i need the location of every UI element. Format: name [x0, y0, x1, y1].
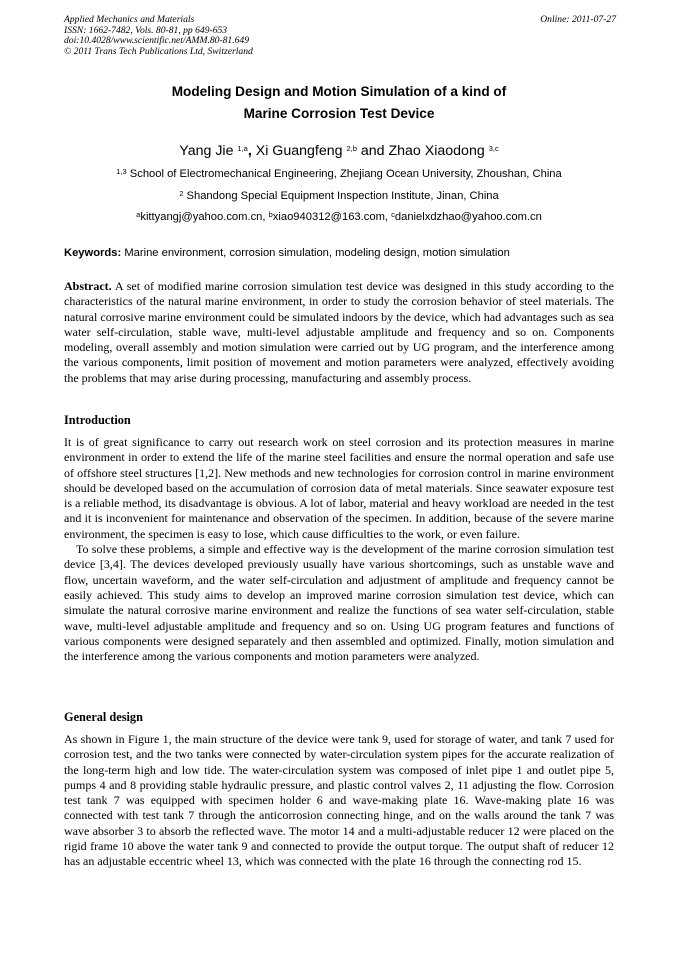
- journal-header: [64, 15, 616, 57]
- author-name: Zhao Xiaodong: [388, 143, 485, 159]
- author-name: Xi Guangfeng: [255, 143, 343, 159]
- abstract-text: A set of modified marine corrosion simulation test device was designed in this study according to the characteristics of the natural marine environment, in order to study the corrosion behavior of steel materials. The natural corrosive marine environment could be simulated indoors by the device, which had advantages such as sea water self-circulation, stable wave, multi-level adjustable amplitude and frequency and so on. Components modeling, overall assembly and motion simulation were carried out by UG program, and the interference among the various components, limit position of movement and motion parameters were analyzed, effectively avoiding the problems that may arise during processing, manufacturing and assembly process.: [64, 279, 615, 385]
- affiliation-marker: 1,3: [116, 167, 127, 176]
- paragraph: To solve these problems, a simple and effective way is the development of the marine corrosion simulation test device [3,4]. The devices developed previously usually have various shortcomings, such as unstable wave and flow, uncertain waveform, and the water self-circulation and adjustment of amplitude and frequency cannot be easily achieved. This study aims to develop an improved marine corrosion simulation test device, which can simulate the natural corrosive marine environment and realize the functions of sea water self-circulation, stable wave, multi-level adjustable amplitude and frequency and so on. Using UG program features and functions of various components were designed separately and then assembled and optimized. Finally, motion simulation and the interference among the various components and motion parameters were analyzed.: [64, 542, 614, 664]
- copyright-line: © 2011 Trans Tech Publications Ltd, Switzerland: [64, 45, 253, 57]
- author-marker: 1,a: [237, 144, 248, 153]
- author-list: [64, 142, 614, 160]
- affiliation-text: School of Electromechanical Engineering, Zhejiang Ocean University, Zhoushan, China: [129, 168, 562, 180]
- author-separator: ,: [247, 143, 256, 159]
- title-line-2: Marine Corrosion Test Device: [243, 106, 435, 121]
- introduction-body: [64, 435, 614, 664]
- email-marker: b: [268, 210, 273, 219]
- author-marker: 3,c: [488, 144, 499, 153]
- author-marker: 2,b: [346, 144, 357, 153]
- email-address: xiao940312@163.com,: [272, 211, 392, 223]
- issn-line: ISSN: 1662-7482, Vols. 80-81, pp 649-653: [64, 24, 228, 36]
- email-address: kittyangj@yahoo.com.cn,: [140, 211, 269, 223]
- paragraph: As shown in Figure 1, the main structure of the device were tank 9, used for storage of water, and tank 7 used for corrosion test, and the two tanks were connected by water-circulation system pipes for the accurate realization of the long-term high and low tide. The water-circulation system was composed of inlet pipe 1 and outlet pipe 5, pumps 4 and 8 providing stable hydraulic pressure, and plastic control valves 2, 11 adjusting the flow. Corrosion test tank 7 was equipped with specimen holder 6 and wave-making plate 16. Wave-making plate 16 was connected with test tank 7 through the anticorrosion connecting hinge, and on the walls around the tank 7 was wave absorber 3 to absorb the reflected wave. The motor 14 and a multi-adjustable reducer 12 were placed on the rigid frame 10 above the water tank 9 and connected to provide the output torque. The output shaft of reducer 12 has an adjustable eccentric wheel 13, which was connected with the plate 16 through the connecting rod 15.: [64, 732, 614, 869]
- paragraph: It is of great significance to carry out research work on steel corrosion and its protection measures in marine environment in order to extend the life of the marine steel facilities and ensure the normal operation and safe use of offshore steel structures [1,2]. New methods and new technologies for corrosion control in marine environment should be developed based on the accumulation of corrosion data of metal materials. Since seawater exposure test is a reliable method, its disadvantage is obvious. A lot of labor, material and heavy workload are needed in the test and it is inconvenient for maintenance and observation of the specimen. In addition, because of the severe marine environment, the specimen is easy to lose, which cause difficulties to the work, or even failure.: [64, 435, 614, 541]
- introduction-heading: Introduction: [64, 413, 131, 427]
- author-conjunction: and: [356, 143, 389, 159]
- abstract: [64, 279, 614, 386]
- keywords: [64, 246, 616, 260]
- doi-line: doi:10.4028/www.scientific.net/AMM.80-81.649: [64, 35, 250, 47]
- journal-name: Applied Mechanics and Materials: [64, 14, 195, 25]
- email-marker: a: [136, 210, 141, 219]
- email-marker: c: [391, 210, 395, 219]
- affiliation-1: [64, 167, 614, 181]
- affiliation-2: [64, 189, 614, 203]
- keywords-text: Marine environment, corrosion simulation, modeling design, motion simulation: [124, 247, 510, 259]
- email-address: danielxdzhao@yahoo.com.cn: [394, 211, 542, 223]
- affiliation-text: Shandong Special Equipment Inspection Institute, Jinan, China: [186, 190, 499, 202]
- general-design-body: [64, 732, 614, 870]
- general-design-heading: General design: [64, 710, 143, 724]
- affiliation-marker: 2: [179, 189, 184, 198]
- author-emails: [64, 210, 614, 224]
- author-name: Yang Jie: [179, 143, 234, 159]
- keywords-label: Keywords:: [64, 247, 122, 259]
- paper-title: [64, 81, 614, 125]
- title-line-1: Modeling Design and Motion Simulation of a kind of: [171, 84, 507, 99]
- online-date: Online: 2011-07-27: [540, 14, 616, 25]
- abstract-label: Abstract.: [64, 279, 112, 293]
